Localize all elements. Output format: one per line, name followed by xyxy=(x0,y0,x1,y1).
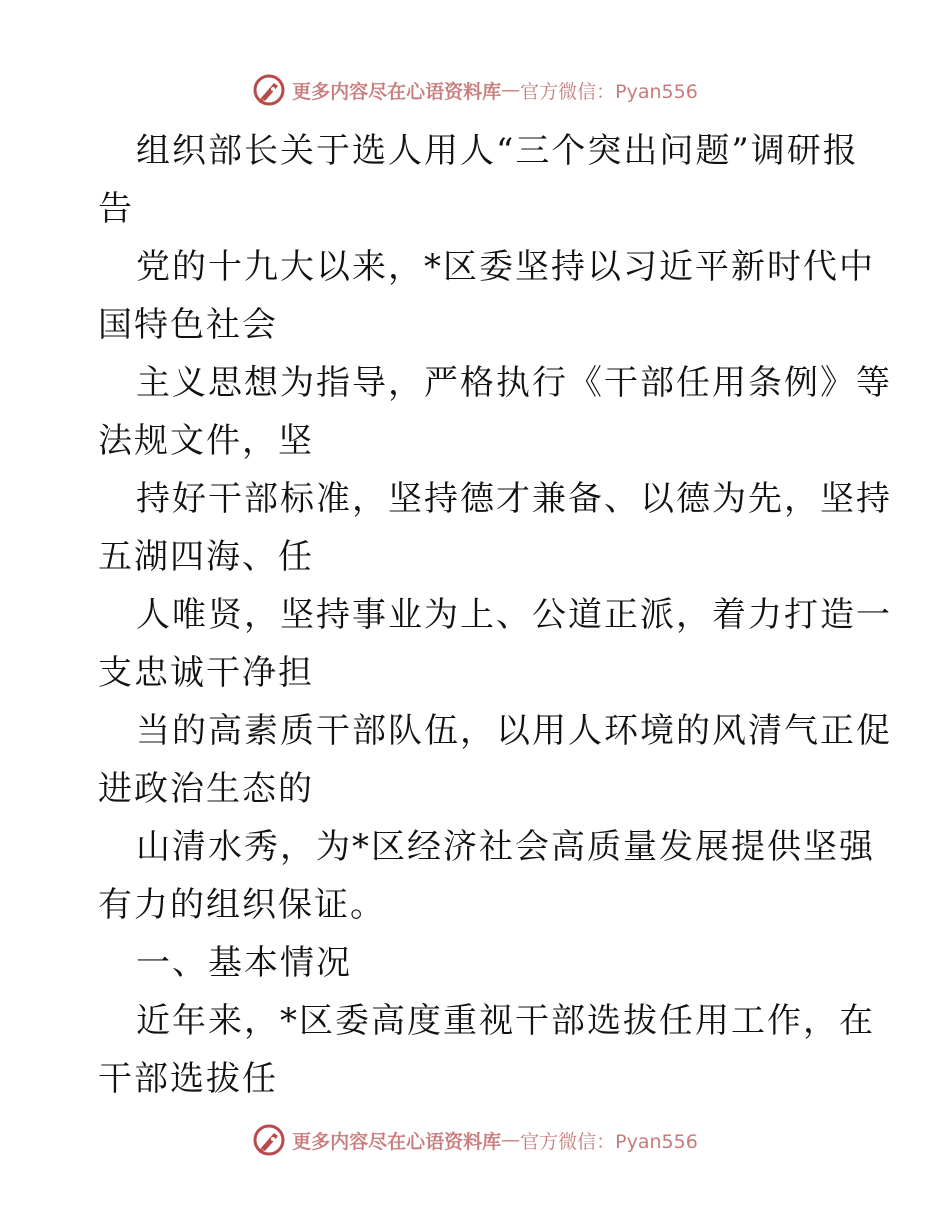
banner-separator: — xyxy=(501,79,521,101)
banner-brand: 更多内容尽在心语资料库 xyxy=(292,80,502,103)
paragraph-line: 近年来，*区委高度重视干部选拔任用工作，在 xyxy=(136,1001,875,1041)
paragraph-line: 进政治生态的 xyxy=(98,769,314,809)
paragraph-line: 当的高素质干部队伍，以用人环境的风清气正促 xyxy=(136,711,892,751)
title-line: 组织部长关于选人用人“三个突出问题”调研报 xyxy=(136,131,859,171)
paragraph-line: 法规文件，坚 xyxy=(98,421,314,461)
banner-contact: 官方微信：Pyan556 xyxy=(520,1130,698,1153)
title-line-continued: 告 xyxy=(98,189,134,229)
paragraph-line: 党的十九大以来，*区委坚持以习近平新时代中 xyxy=(136,247,875,287)
paragraph-line: 国特色社会 xyxy=(98,305,278,345)
paragraph-line: 山清水秀，为*区经济社会高质量发展提供坚强 xyxy=(136,827,875,867)
pen-circle-icon xyxy=(252,1123,286,1157)
header-banner xyxy=(0,70,950,110)
document-body xyxy=(98,122,892,1108)
paragraph-line: 五湖四海、任 xyxy=(98,537,314,577)
footer-banner xyxy=(0,1120,950,1160)
section-heading: 一、基本情况 xyxy=(136,943,352,983)
paragraph-line: 人唯贤，坚持事业为上、公道正派，着力打造一 xyxy=(136,595,892,635)
banner-brand: 更多内容尽在心语资料库 xyxy=(292,1130,502,1153)
paragraph-line: 主义思想为指导，严格执行《干部任用条例》等 xyxy=(136,363,892,403)
paragraph-line: 持好干部标准，坚持德才兼备、以德为先，坚持 xyxy=(136,479,892,519)
banner-contact: 官方微信：Pyan556 xyxy=(520,80,698,103)
paragraph-line: 支忠诚干净担 xyxy=(98,653,314,693)
banner-separator: — xyxy=(501,1129,521,1151)
pen-circle-icon xyxy=(252,73,286,107)
paragraph-line: 有力的组织保证。 xyxy=(98,885,386,925)
paragraph-line: 干部选拔任 xyxy=(98,1059,278,1099)
